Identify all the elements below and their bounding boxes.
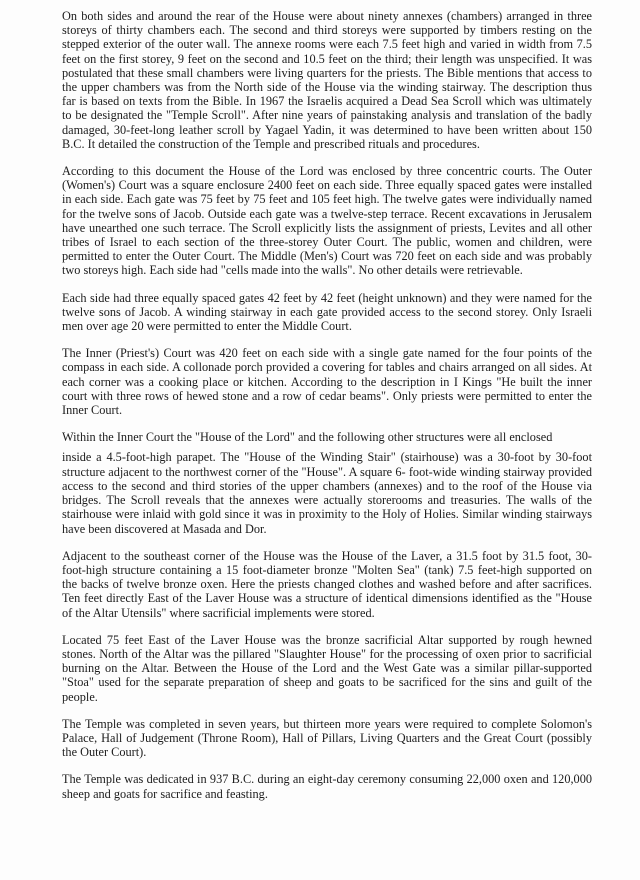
paragraph-inner-court-structures-intro: Within the Inner Court the "House of the Lord" and the following other structures were all enclosed	[62, 430, 553, 445]
paragraph-temple-dedication: The Temple was dedicated in 937 B.C. during an eight-day ceremony consuming 22,000 oxen and 120,000 sheep and goats for sacrifice and feasting.	[62, 772, 592, 801]
paragraph-temple-completion: The Temple was completed in seven years, but thirteen more years were required to complete Solomon's Palace, Hall of Judgement (Throne Room), Hall of Pillars, Living Quarters and the Great Court (possibly the Outer Court).	[62, 716, 592, 760]
paragraph-annexes: On both sides and around the rear of the House were about ninety annexes (chambers) arranged in three storeys of thirty chambers each. The second and third storeys were supported by timbers resting on the stepped exterior of the outer wall. The annexe rooms were each 7.5 feet high and varied in width from 7.5 feet on the first storey, 9 feet on the second and 10.5 feet on the third; their length was unspecified. It was postulated that these small chambers were living quarters for the priests. The Bible mentions that access to the upper chambers was from the North side of the House via the winding stairway. The description thus far is based on texts from the Bible. In 1967 the Israelis acquired a Dead Sea Scroll which was ultimately to be designated the "Temple Scroll". After nine years of painstaking analysis and translation of the badly damaged, 30-feet-long leather scroll by Yagael Yadin, it was determined to have been written about 150 B.C. It detailed the construction of the Temple and prescribed rituals and procedures.	[62, 9, 592, 151]
paragraph-winding-stair: inside a 4.5-foot-high parapet. The "House of the Winding Stair" (stairhouse) was a 30-foot by 30-foot structure adjacent to the northwest corner of the "House". A square 6- foot-wide winding stairway provided access to the second and third stories of the upper chambers (annexes) and to the roof of the House via bridges. The Scroll reveals that the annexes were actually storerooms and treasuries. The walls of the stairhouse were inlaid with gold since it was in proximity to the Holy of Holies. Similar winding stairways have been discovered at Masada and Dor.	[62, 450, 592, 536]
paragraph-altar: Located 75 feet East of the Laver House was the bronze sacrificial Altar supported by rough hewned stones. North of the Altar was the pillared "Slaughter House" for the processing of oxen prior to sacrificial burning on the Altar. Between the House of the Lord and the West Gate was a similar pillar-supported "Stoa" used for the separate preparation of sheep and goats to be sacrificed for the sins and guilt of the people.	[62, 632, 592, 704]
paragraph-middle-court-gates: Each side had three equally spaced gates 42 feet by 42 feet (height unknown) and they were named for the twelve sons of Jacob. A winding stairway in each gate provided access to the second storey. Only Israeli men over age 20 were permitted to enter the Middle Court.	[62, 290, 592, 334]
paragraph-house-of-laver: Adjacent to the southeast corner of the House was the House of the Laver, a 31.5 foot by 31.5 foot, 30-foot-high structure containing a 15 foot-diameter bronze "Molten Sea" (tank) 7.5 feet-high supported on the backs of twelve bronze oxen. Here the priests changed clothes and washed before and after sacrifices. Ten feet directly East of the Laver House was a structure of identical dimensions identified as the "House of the Altar Utensils" where sacrificial implements were stored.	[62, 548, 592, 620]
paragraph-inner-court: The Inner (Priest's) Court was 420 feet on each side with a single gate named for the four points of the compass in each side. A collonade porch provided a covering for tables and chairs arranged on all sides. At each corner was a cooking place or kitchen. According to the description in I Kings "He built the inner court with three rows of hewed stone and a row of cedar beams". Only priests were permitted to enter the Inner Court.	[62, 346, 592, 418]
paragraph-concentric-courts: According to this document the House of the Lord was enclosed by three concentric courts. The Outer (Women's) Court was a square enclosure 2400 feet on each side. Three equally spaced gates were installed in each side. Each gate was 75 feet by 75 feet and 105 feet high. The twelve gates were individually named for the twelve sons of Jacob. Outside each gate was a twelve-step terrace. Recent excavations in Jerusalem have unearthed one such terrace. The Scroll explicitly lists the assignment of priests, Levites and all other tribes of Israel to each section of the three-storey Outer Court. The public, women and children, were permitted to enter the Outer Court. The Middle (Men's) Court was 720 feet on each side and was probably two storeys high. Each side had "cells made into the walls". No other details were retrievable.	[62, 164, 592, 278]
document-body	[62, 9, 592, 814]
